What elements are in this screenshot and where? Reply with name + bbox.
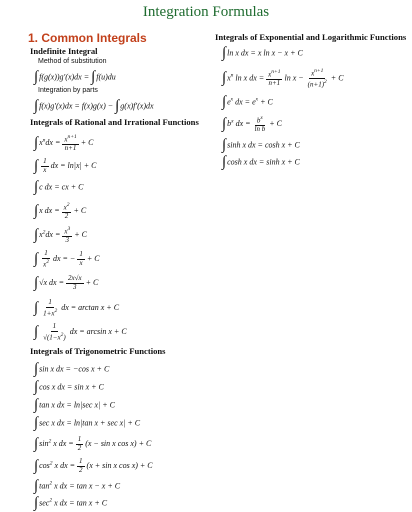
formula-cos-squared: $\int\cos^2$ x dx = $\frac{1}{2}$ (x + sin x cos x) + C bbox=[34, 457, 153, 474]
formula-reciprocal: ∫ $\frac{1}{x}$ dx = ln|x| + C bbox=[34, 157, 97, 174]
page-title: Integration Formulas bbox=[142, 4, 270, 20]
formula-sqrt: ∫√x dx = $\frac{2x√x}{3}$ + C bbox=[34, 274, 99, 291]
formula-e-x: $\int e^x$ dx = $e^x + C$ bbox=[222, 94, 273, 110]
formula-constant: ∫c dx = cx + C bbox=[34, 179, 84, 195]
formula-inv-x-squared: ∫ $\frac{1}{x^2}$ dx = − $\frac{1}{x}$ + C bbox=[34, 249, 100, 269]
formula-b-x: $\int b^x$ dx = $\frac{b^x}{\text{ln b}}$ + C bbox=[222, 115, 282, 134]
parts-formula: ∫f(x)g′(x)dx = f(x)g(x) − ∫g(x)f′(x)dx bbox=[34, 98, 154, 114]
formula-sin: ∫sin x dx = −cos x + C bbox=[34, 361, 110, 377]
formula-cosh: ∫cosh x dx = sinh x + C bbox=[222, 154, 300, 170]
formula-xn-ln-x: $\int x^n$ ln x dx = $\frac{x^{n+1}}{n+1}$ ln x − $\frac{x^{n+1}}{(n+1)^2}$ + C bbox=[222, 68, 344, 89]
formula-sec-squared: $\int\sec^2$ x dx = tan x + C bbox=[34, 495, 108, 511]
substitution-formula: ∫f(g(x))g′(x)dx = ∫f(u)du bbox=[34, 69, 116, 85]
integration-by-parts-label: Integration by parts bbox=[38, 87, 98, 94]
formula-tan-squared: $\int\tan^2$ x dx = tan x − x + C bbox=[34, 478, 121, 494]
formula-x: ∫x dx = $\frac{x^2}{2}$ + C bbox=[34, 202, 87, 221]
formula-x-squared: $\int x^2dx$ = $\frac{x^3}{3}$ + C bbox=[34, 226, 87, 245]
indefinite-integral-heading: Indefinite Integral bbox=[30, 46, 98, 56]
formula-arctan: ∫ $\frac{1}{1+x^2}$ dx = arctan x + C bbox=[34, 298, 120, 318]
formula-sec: ∫sec x dx = ln|tan x + sec x| + C bbox=[34, 415, 141, 431]
formula-ln-x: ∫ln x dx = x ln x − x + C bbox=[222, 45, 303, 61]
trig-heading: Integrals of Trigonometric Functions bbox=[30, 346, 166, 356]
section-title: 1. Common Integrals bbox=[28, 31, 147, 45]
exp-log-heading: Integrals of Exponential and Logarithmic Functions bbox=[215, 32, 407, 42]
formula-arcsin: ∫ $\frac{1}{√(1-x^2)}$ dx = arcsin x + C bbox=[34, 322, 127, 342]
formula-tan: ∫tan x dx = ln|sec x| + C bbox=[34, 397, 115, 413]
formula-sinh: ∫sinh x dx = cosh x + C bbox=[222, 137, 300, 153]
method-substitution-label: Method of substitution bbox=[38, 58, 107, 65]
formula-cos: ∫cos x dx = sin x + C bbox=[34, 379, 104, 395]
rational-irrational-heading: Integrals of Rational and Irrational Functions bbox=[30, 117, 199, 127]
formula-sin-squared: $\int\sin^2$ x dx = $\frac{1}{2}$ (x − sin x cos x) + C bbox=[34, 435, 152, 452]
formula-power: $\int x^ndx$ = $\frac{x^{n+1}}{n+1}$ + C bbox=[34, 134, 94, 153]
